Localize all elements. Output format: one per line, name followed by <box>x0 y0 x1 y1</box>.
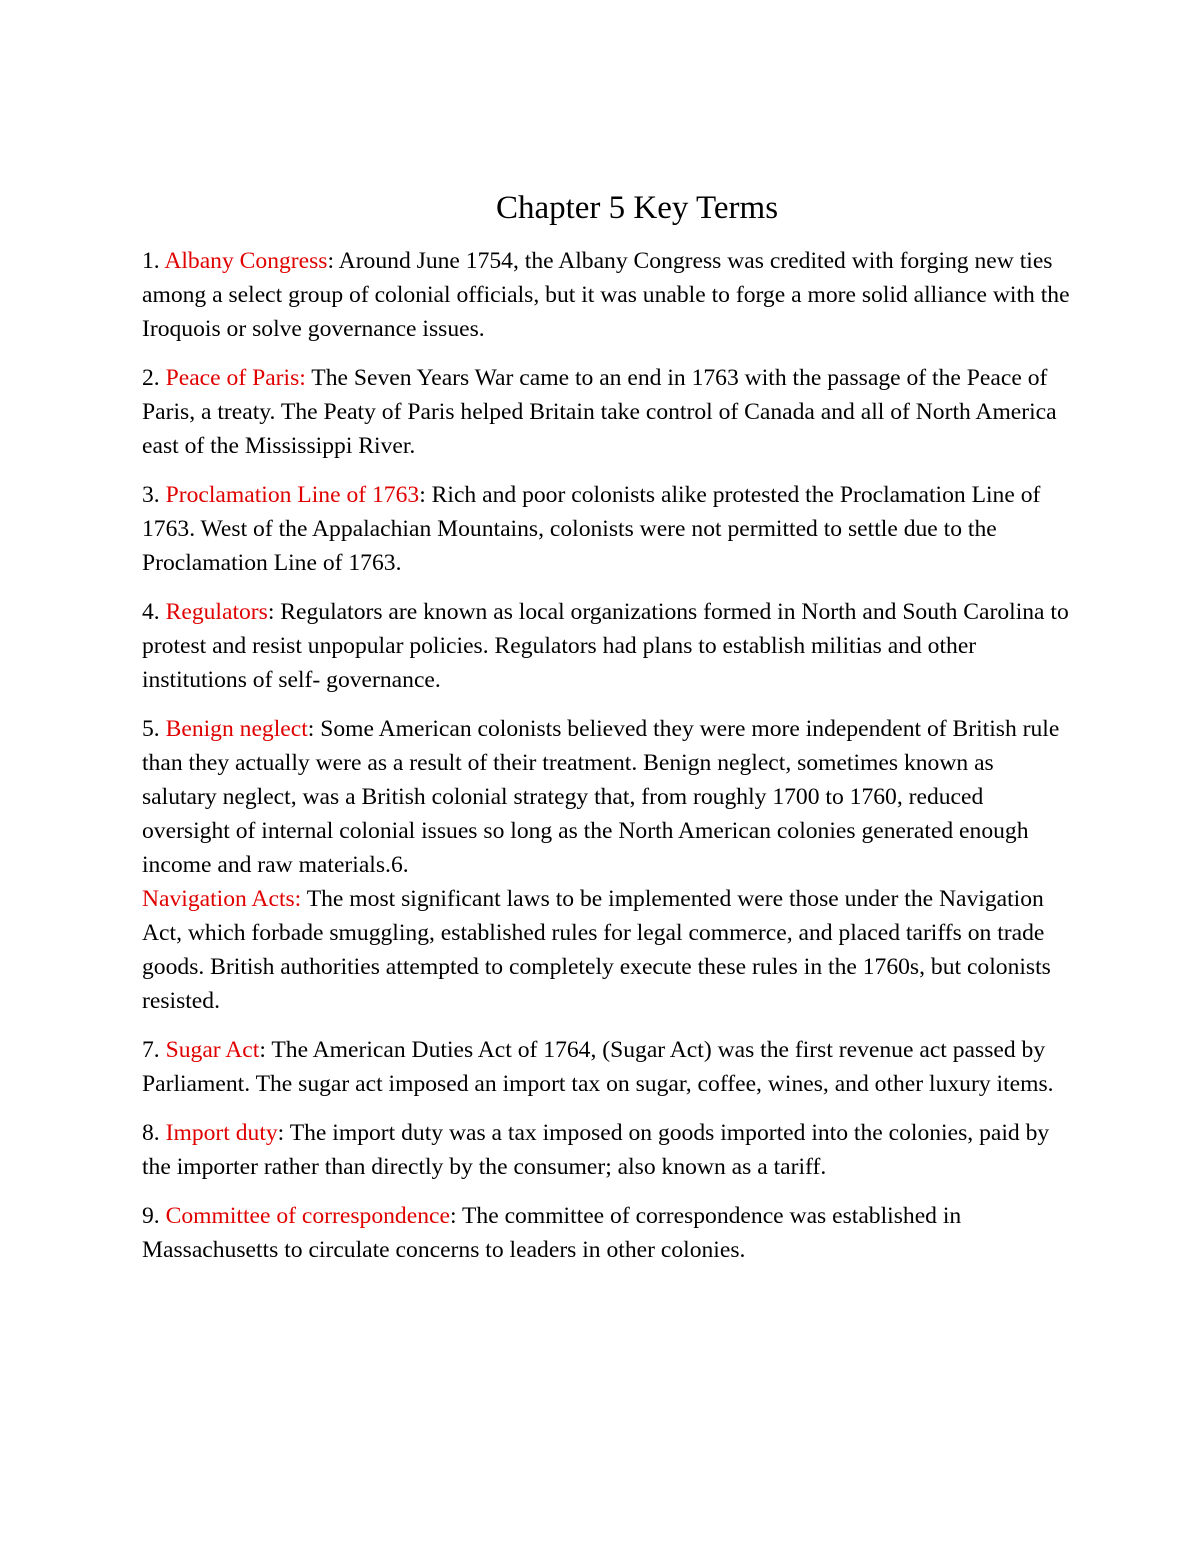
term-entry-proclamation-line <box>142 478 1072 580</box>
term-separator: : <box>327 248 335 274</box>
term-definition: Around June 1754, the Albany Congress was credited with forging new ties among a select group of colonial officials, but it was unable to forge a more solid alliance with the Iroquois or solve governance issues. <box>142 248 1070 342</box>
entry-number: 8. <box>142 1120 160 1146</box>
term-definition: Some American colonists believed they were more independent of British rule than they actually were as a result of their treatment. Benign neglect, sometimes known as salutary neglect, was a British colonial strategy that, from roughly 1700 to 1760, reduced oversight of internal colonial issues so long as the North American colonies generated enough income and raw materials.6. <box>142 716 1060 878</box>
term-separator: : <box>277 1120 285 1146</box>
term-definition: Regulators are known as local organizations formed in North and South Carolina to protest and resist unpopular policies. Regulators had plans to establish militias and other institutions of self- governance. <box>142 599 1069 693</box>
term-definition: The committee of correspondence was established in Massachusetts to circulate concerns to leaders in other colonies. <box>142 1203 962 1263</box>
term-label: Committee of correspondence <box>165 1203 450 1229</box>
term-separator: : <box>307 716 315 742</box>
term-separator: : <box>449 1203 457 1229</box>
entry-number: 1. <box>142 248 160 274</box>
term-definition: The American Duties Act of 1764, (Sugar Act) was the first revenue act passed by Parliament. The sugar act imposed an import tax on sugar, coffee, wines, and other luxury items. <box>142 1037 1054 1097</box>
document-page <box>142 188 1072 1282</box>
term-label: Benign neglect <box>165 716 308 742</box>
term-definition: The import duty was a tax imposed on goods imported into the colonies, paid by the importer rather than directly by the consumer; also known as a tariff. <box>142 1120 1050 1180</box>
entry-number: 5. <box>142 716 160 742</box>
term-label: Albany Congress <box>164 248 328 274</box>
term-label: Import duty <box>165 1120 278 1146</box>
term-entry-committee-of-correspondence <box>142 1199 1072 1267</box>
term-entry-albany-congress <box>142 244 1072 346</box>
term-label: Sugar Act <box>165 1037 260 1063</box>
term-entry-import-duty <box>142 1116 1072 1184</box>
term-separator: : <box>419 482 426 508</box>
term-definition: Rich and poor colonists alike protested the Proclamation Line of 1763. West of the Appalachian Mountains, colonists were not permitted to settle due to the Proclamation Line of 1763. <box>142 482 1041 576</box>
term-entry-regulators <box>142 595 1072 697</box>
term-entry-sugar-act <box>142 1033 1072 1101</box>
entry-number: 2. <box>142 365 160 391</box>
term-definition: The Seven Years War came to an end in 1763 with the passage of the Peace of Paris, a treaty. The Peaty of Paris helped Britain take control of Canada and all of North America east of the Mississippi River. <box>142 365 1057 459</box>
term-separator: : <box>259 1037 266 1063</box>
term-entry-benign-neglect <box>142 712 1072 1018</box>
term-label: Peace of Paris: <box>165 365 306 391</box>
term-entry-peace-of-paris <box>142 361 1072 463</box>
entry-number: 3. <box>142 482 160 508</box>
term-separator: : <box>267 599 275 625</box>
term-label: Proclamation Line of 1763 <box>165 482 420 508</box>
entry-number: 9. <box>142 1203 160 1229</box>
page-title: Chapter 5 Key Terms <box>495 190 779 226</box>
entry-number: 7. <box>142 1037 160 1063</box>
term-definition-navigation-acts: The most significant laws to be implemented were those under the Navigation Act, which forbade smuggling, established rules for legal commerce, and placed tariffs on trade goods. British authorities attempted to completely execute these rules in the 1760s, but colonists resisted. <box>142 886 1051 1014</box>
entry-number: 4. <box>142 599 160 625</box>
term-label: Regulators <box>165 599 268 625</box>
term-label-navigation-acts: Navigation Acts: <box>142 886 302 912</box>
